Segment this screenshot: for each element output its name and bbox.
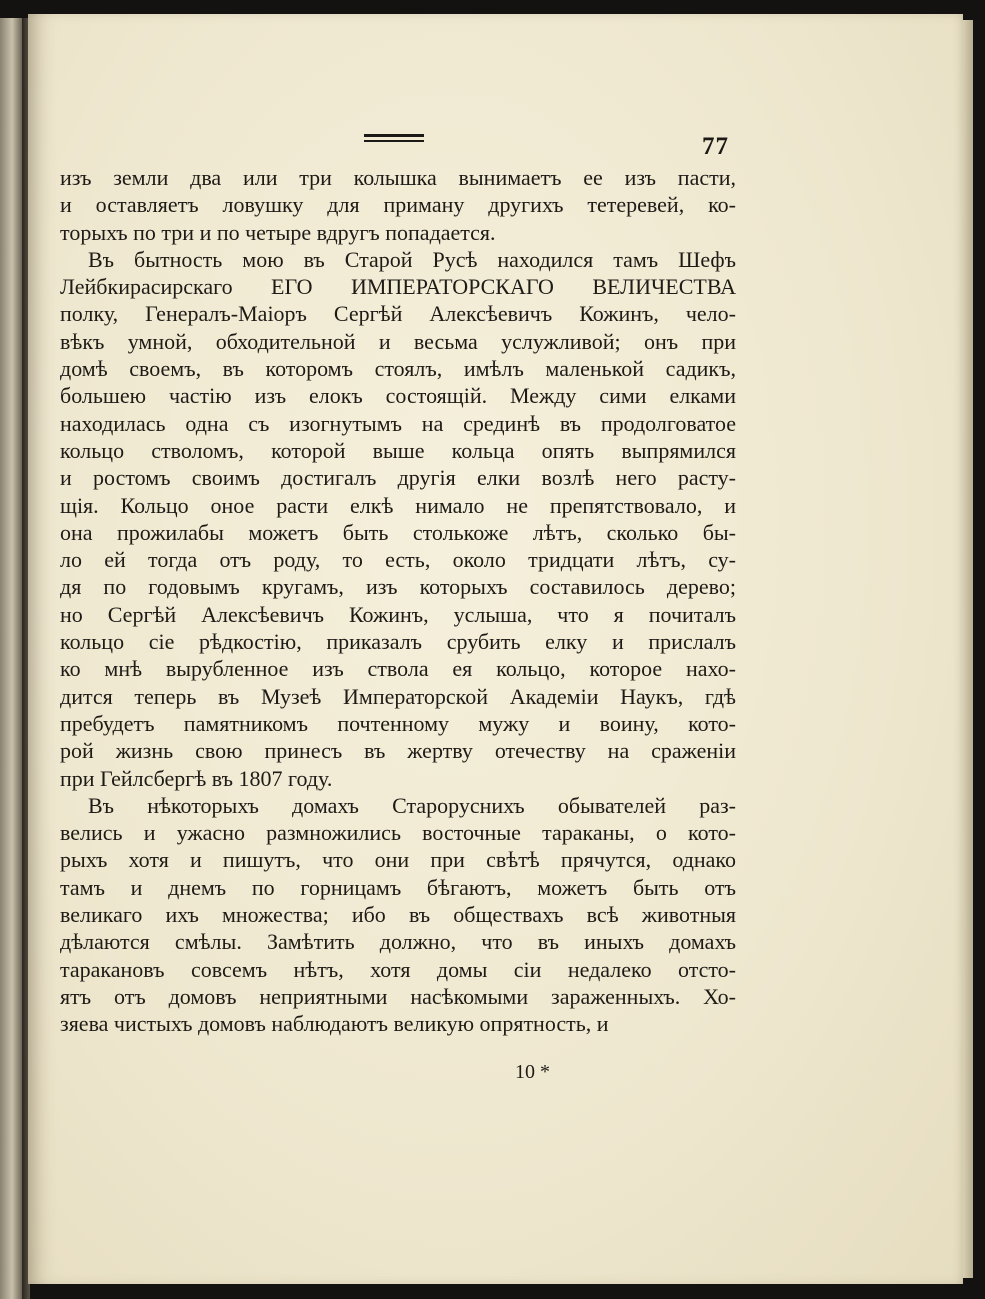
text-line: пребудетъ памятникомъ почтенному мужу и воину, кото- xyxy=(60,710,736,736)
text-line: при Гейлсбергѣ въ 1807 году. xyxy=(60,765,333,791)
header-rule xyxy=(364,134,424,146)
text-line: велись и ужасно размножились восточные тараканы, о кото- xyxy=(60,820,736,846)
paragraph xyxy=(60,246,736,792)
text-line: вѣкъ умной, обходительной и весьма услужливой; онъ при xyxy=(60,328,736,354)
body-text xyxy=(60,164,736,1038)
text-line: ко мнѣ вырубленное изъ ствола ея кольцо, которое нахо- xyxy=(60,656,736,682)
text-line: находилась одна съ изогнутымъ на срединѣ въ продолговатое xyxy=(60,410,736,436)
text-line: изъ земли два или три колышка вынимаетъ ее изъ пасти, xyxy=(60,165,736,190)
text-line: Въ бытность мою въ Старой Русѣ находился тамъ Шефъ xyxy=(88,246,736,272)
text-line: и ростомъ своимъ достигалъ другія елки возлѣ него расту- xyxy=(60,465,736,491)
paragraph xyxy=(60,164,736,246)
page-number: 77 xyxy=(702,133,729,160)
text-line: дя по годовымъ кругамъ, изъ которыхъ составилось дерево; xyxy=(60,574,736,600)
text-line: кольцо сіе рѣдкостію, приказалъ срубить елку и прислалъ xyxy=(60,629,736,655)
text-line: зяева чистыхъ домовъ наблюдаютъ великую опрятность, и xyxy=(60,1011,609,1037)
text-line: ло ей тогда отъ роду, то есть, около тридцати лѣтъ, су- xyxy=(60,547,736,573)
text-line: но Сергѣй Алексѣевичъ Кожинъ, услыша, что я почиталъ xyxy=(60,601,736,627)
printer-signature: 10 * xyxy=(515,1061,550,1083)
text-line: полку, Генералъ-Маіоръ Сергѣй Алексѣевичъ Кожинъ, чело- xyxy=(60,301,736,327)
text-line: ятъ отъ домовъ неприятными насѣкомыми зараженныхъ. Хо- xyxy=(60,983,736,1009)
left-page-edge xyxy=(0,18,22,1299)
text-line: домѣ своемъ, въ которомъ стоялъ, имѣлъ маленькой садикъ, xyxy=(60,356,736,382)
text-line: дится теперь въ Музеѣ Императорской Академіи Наукъ, гдѣ xyxy=(60,683,736,709)
text-line: щія. Кольцо оное расти елкѣ нимало не препятствовало, и xyxy=(60,492,736,518)
text-line: рыхъ хотя и пишутъ, что они при свѣтѣ прячутся, однако xyxy=(60,847,736,873)
book-page xyxy=(28,14,963,1284)
text-line: и оставляетъ ловушку для приману другихъ тетеревей, ко- xyxy=(60,192,736,218)
right-page-edge xyxy=(963,20,973,1278)
text-line: великаго ихъ множества; ибо въ обществахъ всѣ животныя xyxy=(60,902,736,928)
paragraph xyxy=(60,792,736,1038)
text-line: Въ нѣкоторыхъ домахъ Староруснихъ обывателей раз- xyxy=(88,792,736,818)
text-line: она прожилабы можетъ быть столькоже лѣтъ, сколько бы- xyxy=(60,519,736,545)
text-line: кольцо стволомъ, которой выше кольца опять выпрямился xyxy=(60,437,736,463)
text-line: торыхъ по три и по четыре вдругъ попадается. xyxy=(60,219,496,245)
text-line: рой жизнь свою принесъ въ жертву отечеству на сраженіи xyxy=(60,738,736,764)
text-line: Лейбкирасирскаго ЕГО ИМПЕРАТОРСКАГО ВЕЛИЧЕСТВА xyxy=(60,274,736,300)
text-line: тараканoвъ совсемъ нѣтъ, хотя домы сіи недалеко отсто- xyxy=(60,956,736,982)
text-line: тамъ и днемъ по горницамъ бѣгаютъ, можетъ быть отъ xyxy=(60,874,736,900)
text-line: дѣлаются смѣлы. Замѣтить должно, что въ иныхъ домахъ xyxy=(60,929,736,955)
text-line: большею частію изъ елокъ состоящій. Между сими елками xyxy=(60,383,736,409)
